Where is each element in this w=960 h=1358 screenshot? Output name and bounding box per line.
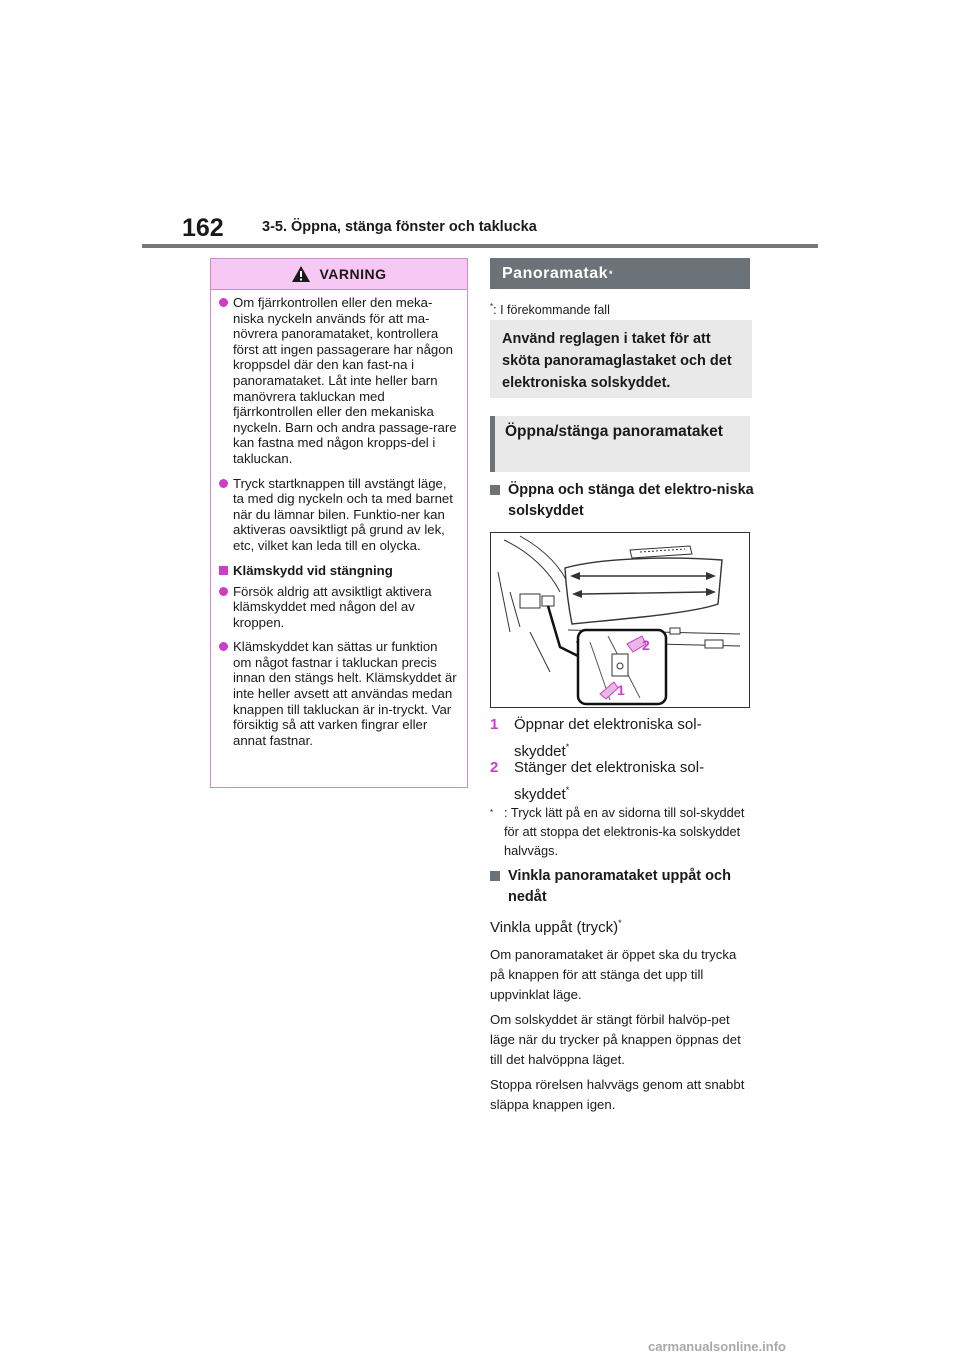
callout-label: 1	[617, 682, 625, 698]
warning-bullet	[219, 584, 459, 631]
bullet-dot-icon	[219, 642, 228, 651]
footnote-star: *	[490, 302, 494, 311]
body-paragraph: Om panoramataket är öppet ska du trycka på knappen för att stänga det upp till uppvinklat läge.	[490, 947, 737, 1002]
warning-bullet-text: Försök aldrig att avsiktligt aktivera klämskyddet med någon del av kroppen.	[233, 583, 432, 630]
body-paragraph: Stoppa rörelsen halvvägs genom att snabbt släppa knappen igen.	[490, 1077, 745, 1112]
warning-triangle-icon	[291, 265, 311, 283]
warning-subheading	[219, 563, 459, 579]
heading-square-icon	[490, 485, 500, 495]
numbered-item	[490, 714, 744, 763]
item-text: Stänger det elektroniska sol-skyddet	[514, 759, 705, 803]
bullet-square-icon	[219, 566, 228, 575]
warning-bullet	[219, 639, 459, 748]
bullet-dot-icon	[219, 298, 228, 307]
footnote-star: *	[609, 268, 614, 279]
heading-tilt-text: Vinkla panoramataket uppåt och nedåt	[508, 868, 731, 905]
warning-bullet-text: Klämskyddet kan sättas ur funktion om något fastnar i takluckan precis innan den stängs helt. Klämskyddet är inte heller avsett att användas medan knappen till takluckan är in-tryckt. Var försiktig så att varken fingrar eller annat fastnar.	[233, 639, 457, 748]
footnote-text: : I förekommande fall	[493, 303, 610, 318]
heading-sunshade	[490, 480, 768, 522]
heading-square-icon	[490, 871, 500, 881]
warning-bullet	[219, 295, 459, 467]
warning-header	[211, 259, 467, 290]
footnote-text: : Tryck lätt på en av sidorna till sol-skyddet för att stoppa det elektronis-ka solskyddet halvvägs.	[504, 805, 745, 858]
item-number: 2	[490, 759, 499, 776]
section-title: 3-5. Öppna, stänga fönster och taklucka	[262, 219, 537, 235]
footnote-star: *	[565, 742, 570, 752]
callout-label: 2	[642, 637, 650, 653]
header-divider	[142, 244, 818, 248]
footnote-star: *	[490, 808, 494, 817]
warning-body	[211, 290, 467, 748]
heading-tilt	[490, 866, 768, 908]
warning-bullet	[219, 476, 459, 554]
body-paragraph: Om solskyddet är stängt förbil halvöp-pet läge när du trycker på knappen öppnas det till det halvöppna läget.	[490, 1012, 741, 1067]
item-text: Öppnar det elektroniska sol-skyddet	[514, 716, 702, 760]
warning-subheading-text: Klämskydd vid stängning	[233, 562, 393, 578]
tilt-up-label	[490, 918, 622, 936]
warning-bullet-text: Tryck startknappen till avstängt läge, ta med dig nyckeln och ta med barnet när du lämnar bilen. Funktio-ner kan aktiveras oavsiktligt på grund av lek, etc, vilket kan leda till en olycka.	[233, 475, 453, 553]
subsection-heading: Öppna/stänga panoramataket	[490, 416, 750, 472]
warning-title: VARNING	[319, 266, 387, 282]
footnote-star: *	[618, 918, 622, 928]
bullet-dot-icon	[219, 587, 228, 596]
tilt-up-text: Vinkla uppåt (tryck)	[490, 919, 619, 936]
section-bar	[490, 258, 750, 289]
warning-bullet-text: Om fjärrkontrollen eller den meka-niska nyckeln används för att ma-növrera panoramataket, kontrollera först att ingen passagerare har någon kroppsdel där den kan fast-na i panoramataket. Låt inte heller barn manövrera takluckan med fjärrkontrollen eller den mekaniska nyckeln. Barn och andra passage-rare kan fastna med någon kropps-del i takluckan.	[233, 295, 457, 466]
footnote-availability	[490, 302, 610, 317]
roof-control-illustration	[490, 532, 750, 708]
site-watermark: carmanualsonline.info	[648, 1339, 786, 1354]
footnote-sunshade	[490, 803, 750, 860]
heading-sunshade-text: Öppna och stänga det elektro-niska solskyddet	[508, 482, 754, 519]
section-bar-title: Panoramatak	[502, 264, 608, 282]
warning-box	[210, 258, 468, 788]
item-number: 1	[490, 716, 499, 733]
numbered-item	[490, 757, 744, 806]
intro-box: Använd reglagen i taket för att sköta panoramaglastaket och det elektroniska solskyddet.	[490, 320, 752, 398]
bullet-dot-icon	[219, 479, 228, 488]
footnote-star: *	[565, 785, 570, 795]
page-number: 162	[182, 214, 224, 242]
